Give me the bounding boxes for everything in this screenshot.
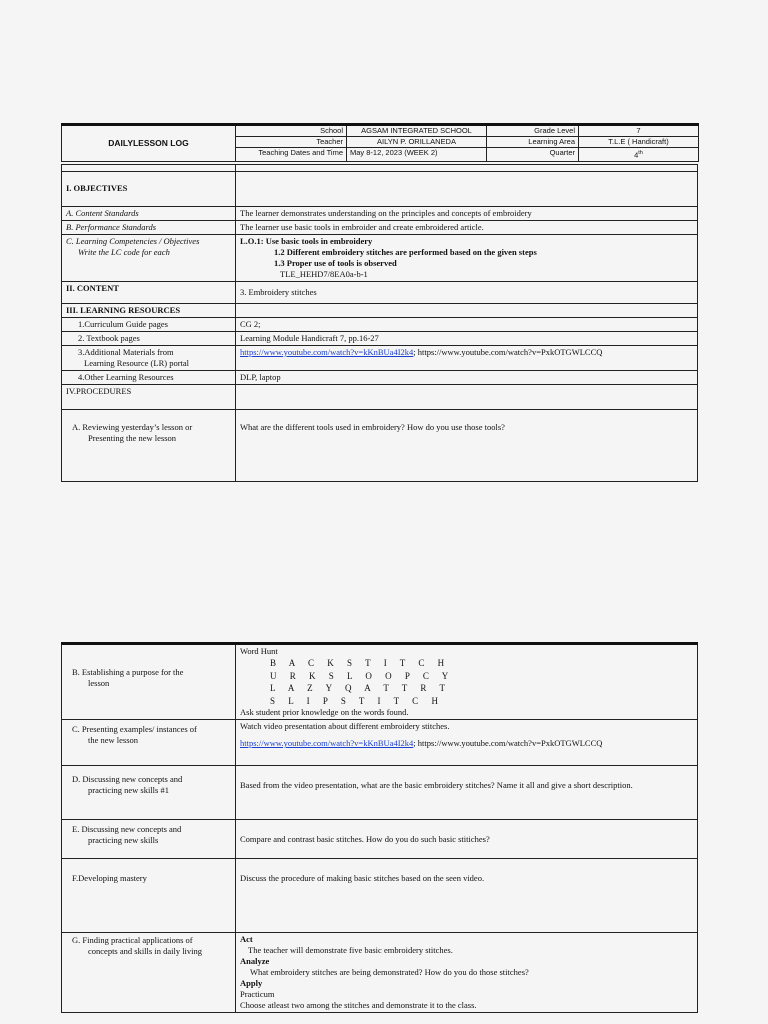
- quarter-label: Quarter: [487, 148, 579, 162]
- content-heading: II. CONTENT: [62, 281, 236, 303]
- textbook-label: 2. Textbook pages: [62, 331, 236, 345]
- word-hunt-row: B A C K S T I T C H: [270, 658, 450, 668]
- other-resources-value: DLP, laptop: [236, 370, 698, 384]
- main-table-1: [61, 164, 698, 482]
- step-d-value: Based from the video presentation, what are the basic embroidery stitches? Name it all and give a short description.: [236, 766, 698, 820]
- additional-materials-value: https://www.youtube.com/watch?v=kKnBUa4I2k4; https://www.youtube.com/watch?v=PxkOTGWLCCQ: [236, 345, 698, 370]
- step-b-value: [236, 644, 698, 720]
- video-link-2[interactable]: https://www.youtube.com/watch?v=PxkOTGWLCCQ: [417, 738, 603, 748]
- video-link-2[interactable]: https://www.youtube.com/watch?v=PxkOTGWLCCQ: [417, 346, 603, 357]
- step-c-value: Watch video presentation about different embroidery stitches. https://www.youtube.com/watch?v=kKnBUa4I2k4; https://www.youtube.com/watch?v=PxkOTGWLCCQ: [236, 720, 698, 766]
- grade-value: 7: [579, 125, 699, 137]
- log-title: DAILYLESSON LOG: [62, 125, 236, 162]
- word-hunt-row: U R K S L O O P C Y: [270, 670, 454, 681]
- step-e-value: Compare and contrast basic stitches. How do you do such basic stitiches?: [236, 820, 698, 859]
- step-e-label: E. Discussing new concepts and practicing new skills: [62, 820, 236, 859]
- lesson-log-page-2: [61, 642, 698, 1013]
- teacher-value: AILYN P. ORILLANEDA: [347, 137, 487, 148]
- content-value: 3. Embroidery stitches: [236, 281, 698, 303]
- content-standards-value: The learner demonstrates understanding on the principles and concepts of embroidery: [236, 206, 698, 220]
- word-hunt-row: L A Z Y Q A T T R T: [270, 683, 451, 693]
- lesson-log-page-1: [61, 123, 698, 482]
- step-a-value: What are the different tools used in embroidery? How do you use those tools?: [236, 409, 698, 481]
- competencies-label: C. Learning Competencies / Objectives Write the LC code for each: [62, 234, 236, 281]
- main-table-2: [61, 642, 698, 1013]
- step-g-label: G. Finding practical applications of concepts and skills in daily living: [62, 933, 236, 1013]
- area-label: Learning Area: [487, 137, 579, 148]
- school-label: School: [236, 125, 347, 137]
- area-value: T.L.E ( Handicraft): [579, 137, 699, 148]
- word-hunt-row: S L I P S T I T C H: [270, 695, 444, 706]
- teacher-label: Teacher: [236, 137, 347, 148]
- video-link-1[interactable]: https://www.youtube.com/watch?v=kKnBUa4I2k4: [240, 346, 414, 357]
- word-hunt-title: Word Hunt: [240, 646, 278, 656]
- resources-heading: III. LEARNING RESOURCES: [62, 303, 236, 317]
- grade-label: Grade Level: [487, 125, 579, 137]
- competencies-value: L.O.1: Use basic tools in embroidery 1.2 Different embroidery stitches are performed based on the given steps 1.3 Proper use of tools is observed TLE_HEHD7/8EA0a-b-1: [236, 234, 698, 281]
- step-f-label: F.Developing mastery: [62, 859, 236, 933]
- performance-standards-label: B. Performance Standards: [62, 220, 236, 234]
- cg-label: 1.Curriculum Guide pages: [62, 317, 236, 331]
- cg-value: CG 2;: [236, 317, 698, 331]
- other-resources-label: 4.Other Learning Resources: [62, 370, 236, 384]
- school-value: AGSAM INTEGRATED SCHOOL: [347, 125, 487, 137]
- dates-value: May 8-12, 2023 (WEEK 2): [347, 148, 487, 162]
- dates-label: Teaching Dates and Time: [236, 148, 347, 162]
- step-f-value: Discuss the procedure of making basic stitches based on the seen video.: [236, 859, 698, 933]
- word-hunt-note: Ask student prior knowledge on the words found.: [240, 707, 409, 717]
- header-table: [61, 123, 699, 162]
- video-link-1[interactable]: https://www.youtube.com/watch?v=kKnBUa4I2k4: [240, 738, 414, 748]
- textbook-value: Learning Module Handicraft 7, pp.16-27: [236, 331, 698, 345]
- procedures-heading: IV.PROCEDURES: [62, 384, 236, 409]
- step-c-label: C. Presenting examples/ instances of the new lesson: [62, 720, 236, 766]
- step-d-label: D. Discussing new concepts and practicing new skills #1: [62, 766, 236, 820]
- step-b-label: B. Establishing a purpose for the lesson: [62, 644, 236, 720]
- step-g-value: Act The teacher will demonstrate five basic embroidery stitches. Analyze What embroidery stitches are being demonstrated? How do you do those stitches? Apply Practicum Choose atleast two among the stitches and demonstrate it to the class.: [236, 933, 698, 1013]
- performance-standards-value: The learner use basic tools in embroider and create embroidered article.: [236, 220, 698, 234]
- content-standards-label: A. Content Standards: [62, 206, 236, 220]
- objectives-heading: I. OBJECTIVES: [62, 171, 236, 206]
- additional-materials-label: 3.Additional Materials from Learning Resource (LR) portal: [62, 345, 236, 370]
- quarter-value: 4th: [579, 148, 699, 162]
- step-a-label: A. Reviewing yesterday’s lesson or Presenting the new lesson: [62, 409, 236, 481]
